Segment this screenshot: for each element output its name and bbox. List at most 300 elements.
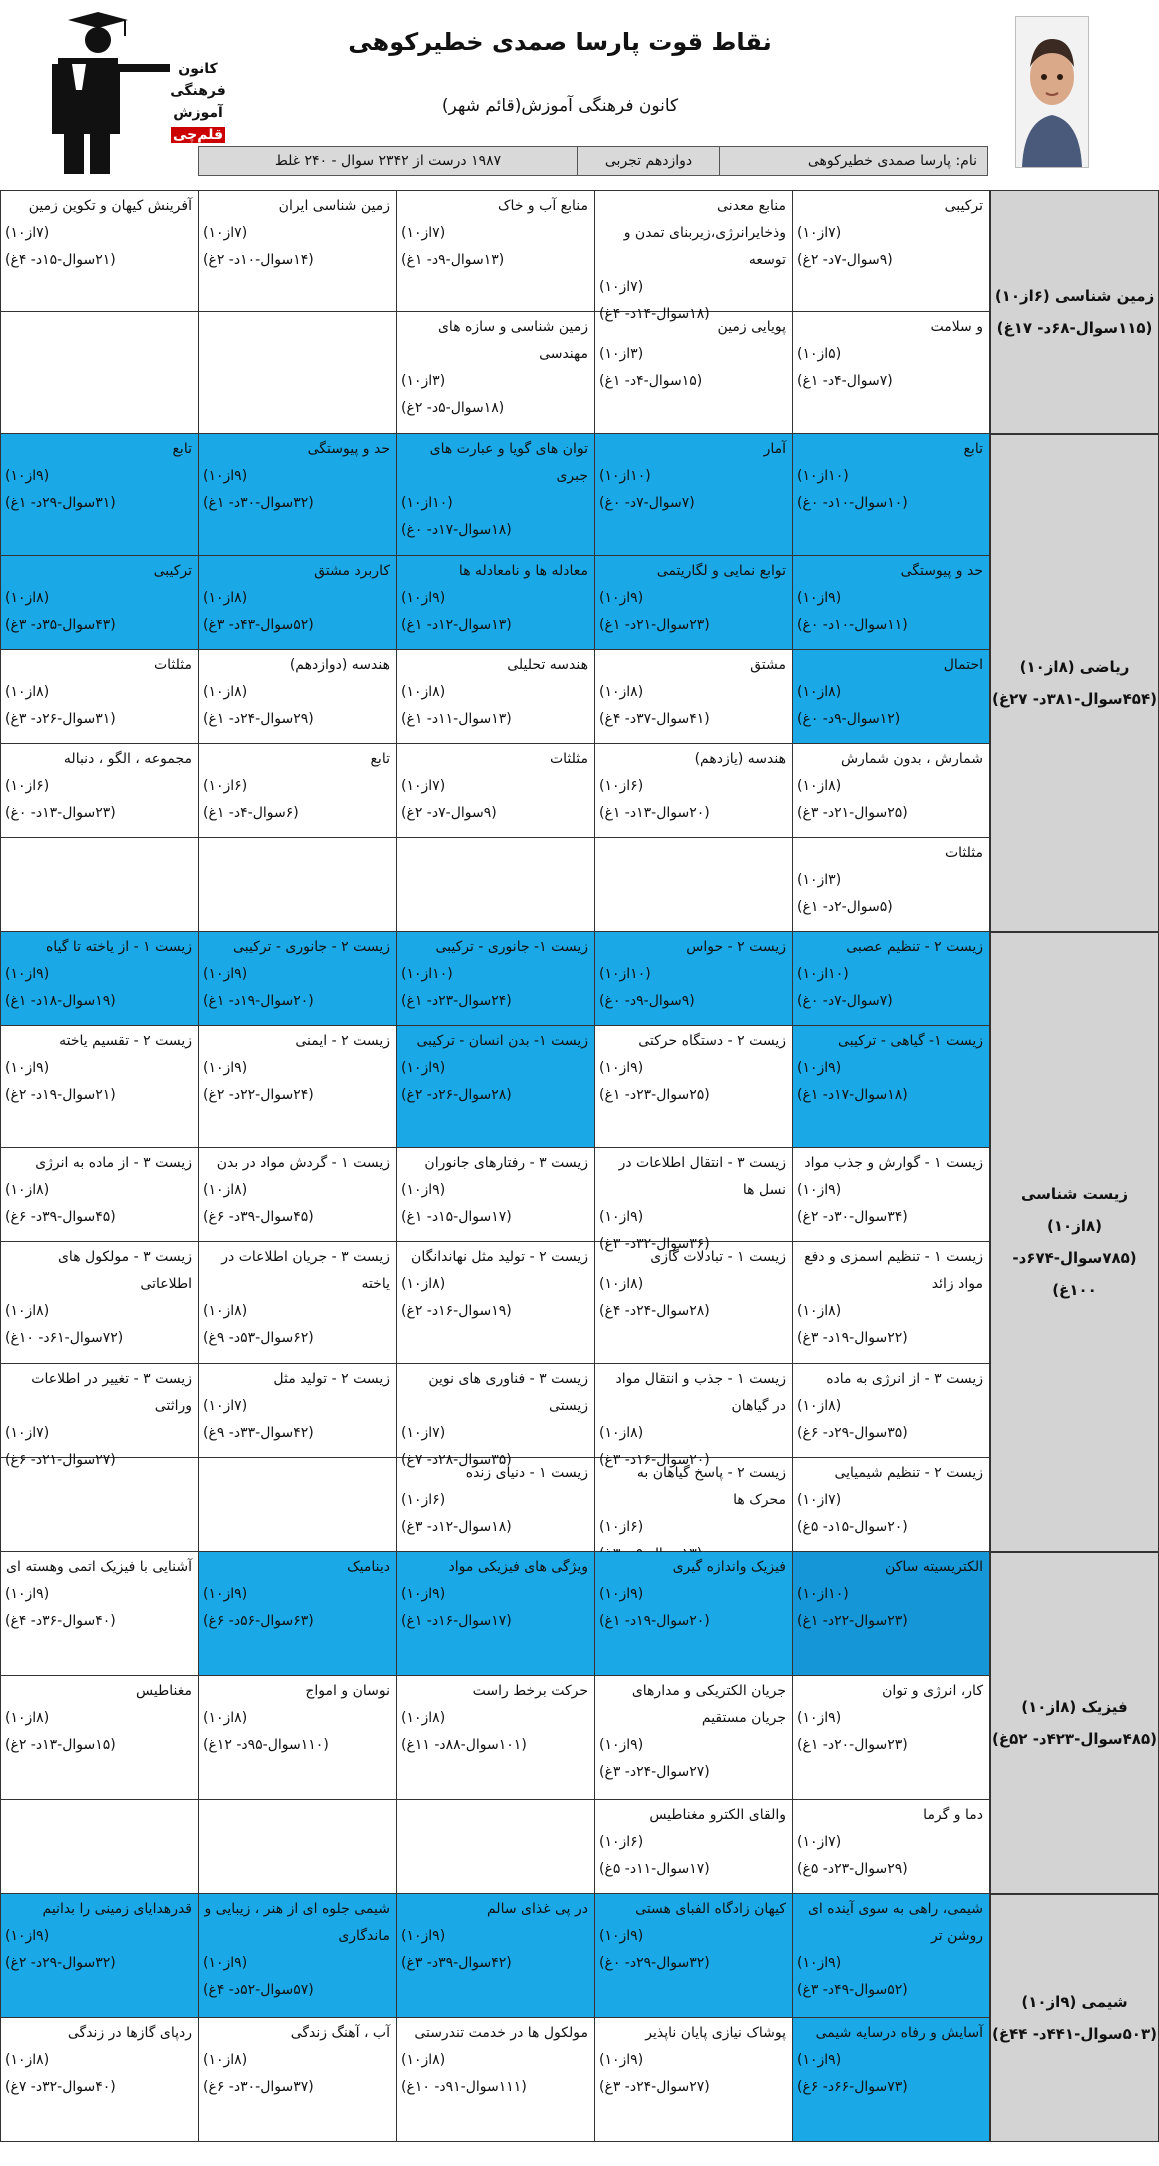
subject-stats: (۱۱۵سوال-۶۸د- ۱۷غ) [996, 319, 1153, 337]
topic-cell [792, 1026, 990, 1148]
topic-cell [0, 434, 198, 556]
topic-stats: (۲۷سوال-۲۱د- ۶غ) [5, 1452, 116, 1468]
topic-stats: (۱۸سوال-۱۲د- ۳غ) [401, 1519, 512, 1535]
topic-stats: (۱۷سوال-۱۱د- ۵غ) [599, 1861, 710, 1877]
topic-cell [198, 1894, 396, 2018]
topic-cell [594, 190, 792, 322]
topic-title: زیست ۲ - پاسخ گیاهان به محرک ها [636, 1465, 786, 1508]
topic-stats: (۲۴سوال-۲۳د- ۱غ) [401, 993, 512, 1009]
topic-title: پوشاک نیازی پایان ناپذیر [645, 2025, 786, 2041]
topic-title: منابع آب و خاک [498, 198, 588, 214]
topic-title: کار، انرژی و توان [882, 1683, 983, 1699]
topic-title: توان های گویا و عبارت های جبری [429, 441, 588, 484]
topic-stats: (۱۰سوال-۱۰د- ۰غ) [797, 495, 908, 511]
topic-cell [792, 2018, 990, 2142]
topic-cell [396, 1552, 594, 1676]
logo-line-2: فرهنگی [170, 83, 226, 99]
topic-title: ترکیبی [153, 563, 192, 579]
topic-stats: (۲۱سوال-۱۵د- ۴غ) [5, 252, 116, 268]
topic-title: الکتریسیته ساکن [885, 1559, 983, 1575]
topic-score: (۹از۱۰) [401, 1928, 446, 1944]
topic-stats: (۲۰سوال-۱۳د- ۱غ) [599, 805, 710, 821]
table-row [0, 1676, 990, 1800]
topic-title: زیست ۲ - دستگاه حرکتی [638, 1033, 786, 1049]
topic-title: ویژگی های فیزیکی مواد [448, 1559, 588, 1575]
topic-cell [594, 1242, 792, 1364]
topic-score: (۹از۱۰) [599, 1060, 644, 1076]
topic-stats: (۳۵سوال-۲۹د- ۶غ) [797, 1425, 908, 1441]
topic-stats: (۴۲سوال-۳۳د- ۹غ) [203, 1425, 314, 1441]
page-title: نقاط قوت پارسا صمدی خطیرکوهی [348, 28, 772, 56]
topic-title: زیست ۱ - از یاخته تا گیاه [45, 939, 192, 955]
topic-cell [792, 1800, 990, 1894]
subject-cell [990, 1894, 1159, 2142]
empty-cell [0, 1458, 198, 1552]
topic-cell [792, 312, 990, 434]
topic-score: (۶از۱۰) [599, 1519, 644, 1535]
table-row [0, 556, 990, 650]
topic-title: زیست ۳ - فناوری های نوین زیستی [428, 1371, 588, 1414]
topic-cell [198, 1364, 396, 1458]
topic-title: دینامیک [347, 1559, 390, 1575]
topic-cell [0, 1364, 198, 1468]
topic-cell [594, 434, 792, 556]
topic-title: زیست ۱- گیاهی - ترکیبی [838, 1033, 983, 1049]
topic-title: زیست ۲ - تولید مثل نهاندانگان [411, 1249, 588, 1265]
topic-title: زیست ۲ - تقسیم یاخته [59, 1033, 192, 1049]
topic-title: مشتق [750, 657, 786, 673]
topic-cell [594, 1552, 792, 1676]
topic-cell [396, 1364, 594, 1468]
topic-stats: (۲۰سوال-۱۵د- ۵غ) [797, 1519, 908, 1535]
topic-score: (۸از۱۰) [5, 2052, 50, 2068]
topic-stats: (۶۳سوال-۵۶د- ۶غ) [203, 1613, 314, 1629]
topic-score: (۷از۱۰) [599, 279, 644, 295]
topic-score: (۱۰از۱۰) [401, 495, 453, 511]
topic-score: (۶از۱۰) [401, 1492, 446, 1508]
topic-cell [198, 556, 396, 650]
topic-title: شمارش ، بدون شمارش [840, 751, 983, 767]
topic-title: زیست ۳ - از ماده به انرژی [35, 1155, 192, 1171]
topic-title: در پی غذای سالم [486, 1901, 588, 1917]
student-name: نام: پارسا صمدی خطیرکوهی [719, 147, 987, 175]
topic-cell [594, 1676, 792, 1800]
topic-cell [396, 2018, 594, 2142]
topic-stats: (۵سوال-۲د- ۱غ) [797, 899, 893, 915]
topic-title: تابع [963, 441, 983, 457]
subject-cell [990, 1552, 1159, 1894]
subject-stats: (۴۸۵سوال-۴۲۳د- ۵۲غ) [992, 1730, 1157, 1748]
topic-stats: (۴۰سوال-۳۲د- ۷غ) [5, 2079, 116, 2095]
topic-cell [396, 556, 594, 650]
topic-score: (۸از۱۰) [5, 1303, 50, 1319]
topic-title: کیهان زادگاه الفبای هستی [635, 1901, 786, 1917]
topic-cell [198, 650, 396, 744]
topic-stats: (۱۵سوال-۴د- ۱غ) [599, 373, 703, 389]
topic-score: (۱۰از۱۰) [797, 468, 849, 484]
topic-cell [0, 556, 198, 650]
topic-cell [396, 190, 594, 312]
topic-title: هندسه (یازدهم) [694, 751, 786, 767]
topic-title: توابع نمایی و لگاریتمی [656, 563, 786, 579]
topic-cell [594, 1148, 792, 1252]
topic-score: (۸از۱۰) [599, 1425, 644, 1441]
topic-score: (۸از۱۰) [5, 1710, 50, 1726]
topic-stats: (۳۲سوال-۳۰د- ۱غ) [203, 495, 314, 511]
topic-score: (۱۰از۱۰) [797, 966, 849, 982]
topic-cell [792, 190, 990, 312]
topic-cell [792, 1242, 990, 1364]
topic-score: (۹از۱۰) [599, 590, 644, 606]
topic-stats: (۳۷سوال-۳۰د- ۶غ) [203, 2079, 314, 2095]
topic-cell [792, 932, 990, 1026]
subject-name: شیمی (۹از۱۰) [1021, 1993, 1128, 2011]
topic-score: (۸از۱۰) [401, 684, 446, 700]
topic-cell [0, 2018, 198, 2142]
topic-stats: (۷۲سوال-۶۱د- ۱۰غ) [5, 1330, 124, 1346]
topic-stats: (۱۱۱سوال-۹۱د- ۱۰غ) [401, 2079, 527, 2095]
topic-score: (۹از۱۰) [797, 1060, 842, 1076]
topic-cell [0, 1242, 198, 1364]
topic-stats: (۵۲سوال-۴۳د- ۳غ) [203, 617, 314, 633]
topic-title: زیست ۲ - ایمنی [295, 1033, 390, 1049]
topic-stats: (۱۸سوال-۱۷د- ۰غ) [401, 522, 512, 538]
topic-cell [396, 1676, 594, 1800]
topic-title: قدرهدایای زمینی را بدانیم [42, 1901, 192, 1917]
topic-title: حد و پیوستگی [307, 441, 390, 457]
logo-line-3: آموزش [173, 105, 223, 121]
topic-cell [396, 1026, 594, 1148]
topic-stats: (۶۲سوال-۵۳د- ۹غ) [203, 1330, 314, 1346]
topic-score: (۳از۱۰) [401, 373, 446, 389]
topic-stats: (۲۳سوال-۱۳د- ۰غ) [5, 805, 116, 821]
topic-stats: (۱۵سوال-۱۳د- ۲غ) [5, 1737, 116, 1753]
topic-score: (۹از۱۰) [599, 1737, 644, 1753]
topic-title: هندسه تحلیلی [507, 657, 588, 673]
topic-title: والقای الکترو مغناطیس [649, 1807, 786, 1823]
topic-stats: (۳۲سوال-۲۹د- ۰غ) [599, 1955, 710, 1971]
topic-score: (۶از۱۰) [5, 778, 50, 794]
topic-stats: (۵۲سوال-۴۹د- ۳غ) [797, 1982, 908, 1998]
topic-title: زیست ۳ - جریان اطلاعات در یاخته [221, 1249, 390, 1292]
topic-score: (۷از۱۰) [401, 1425, 446, 1441]
topic-cell [198, 932, 396, 1026]
topic-cell [792, 1676, 990, 1800]
topic-stats: (۲۰سوال-۱۶د- ۳غ) [599, 1452, 710, 1468]
topic-score: (۶از۱۰) [599, 1834, 644, 1850]
table-row [0, 1894, 990, 2018]
topic-score: (۸از۱۰) [797, 1398, 842, 1414]
topic-cell [396, 1894, 594, 2018]
topic-score: (۸از۱۰) [203, 2052, 248, 2068]
topic-title: آفرینش کیهان و تکوین زمین [28, 198, 192, 214]
topic-score: (۷از۱۰) [5, 225, 50, 241]
topic-title: زیست ۱ - جذب و انتقال مواد در گیاهان [615, 1371, 786, 1414]
topic-stats: (۲۳سوال-۲۱د- ۱غ) [599, 617, 710, 633]
topic-title: حد و پیوستگی [900, 563, 983, 579]
topic-cell [594, 744, 792, 838]
topic-title: زیست ۱ - گوارش و جذب مواد [804, 1155, 983, 1171]
topic-stats: (۴۳سوال-۳۵د- ۳غ) [5, 617, 116, 633]
topic-stats: (۲۳سوال-۲۰د- ۱غ) [797, 1737, 908, 1753]
topic-title: زیست ۱- جانوری - ترکیبی [435, 939, 588, 955]
empty-cell [198, 312, 396, 434]
topic-stats: (۴۵سوال-۳۹د- ۶غ) [5, 1209, 116, 1225]
topic-title: زیست ۲ - جانوری - ترکیبی [233, 939, 390, 955]
topic-score: (۷از۱۰) [203, 225, 248, 241]
graduate-logo-icon [50, 10, 175, 178]
topic-title: آب ، آهنگ زندگی [290, 2025, 390, 2041]
topic-stats: (۱۹سوال-۱۸د- ۱غ) [5, 993, 116, 1009]
topic-score: (۱۰از۱۰) [599, 468, 651, 484]
topic-cell [396, 1458, 594, 1552]
topic-stats: (۱۳سوال-۱۲د- ۱غ) [401, 617, 512, 633]
topic-title: آشنایی با فیزیک اتمی وهسته ای [6, 1559, 192, 1575]
student-photo [1015, 16, 1089, 168]
topic-title: مولکول ها در خدمت تندرستی [414, 2025, 588, 2041]
topic-cell [594, 1800, 792, 1894]
table-row [0, 1800, 990, 1894]
topic-score: (۸از۱۰) [401, 2052, 446, 2068]
topic-score: (۸از۱۰) [203, 1303, 248, 1319]
topic-stats: (۳۶سوال-۳۲د- ۳غ) [599, 1236, 710, 1252]
empty-cell [198, 838, 396, 932]
topic-cell [792, 1364, 990, 1458]
topic-score: (۸از۱۰) [203, 1182, 248, 1198]
topic-score: (۶از۱۰) [203, 778, 248, 794]
topic-stats: (۲۱سوال-۱۹د- ۲غ) [5, 1087, 116, 1103]
topic-title: زیست ۲ - تولید مثل [273, 1371, 390, 1387]
topic-score: (۹از۱۰) [401, 590, 446, 606]
topic-title: زیست ۳ - انتقال اطلاعات در نسل ها [618, 1155, 786, 1198]
topic-title: مغناطیس [136, 1683, 192, 1699]
empty-cell [0, 1800, 198, 1894]
topic-stats: (۴۰سوال-۳۶د- ۴غ) [5, 1613, 116, 1629]
topic-cell [0, 744, 198, 838]
topic-stats: (۹سوال-۷د- ۲غ) [401, 805, 497, 821]
subject-cell [990, 434, 1159, 932]
topic-cell [0, 650, 198, 744]
subject-stats: (۴۵۴سوال-۳۸۱د- ۲۷غ) [992, 690, 1157, 708]
topic-cell [792, 744, 990, 838]
topic-score: (۶از۱۰) [599, 778, 644, 794]
topic-stats: (۷سوال-۷د- ۰غ) [797, 993, 893, 1009]
topic-score: (۸از۱۰) [5, 684, 50, 700]
topic-stats: (۱۷سوال-۱۶د- ۱غ) [401, 1613, 512, 1629]
student-grade: دوازدهم تجربی [577, 147, 719, 175]
topic-score: (۸از۱۰) [5, 1182, 50, 1198]
topic-title: زیست ۳ - از انرژی به ماده [826, 1371, 983, 1387]
topic-title: جریان الکتریکی و مدارهای جریان مستقیم [631, 1683, 786, 1726]
topic-stats: (۱۳سوال-۱۱د- ۱غ) [401, 711, 512, 727]
topic-title: شیمی، راهی به سوی آینده ای روشن تر [807, 1901, 983, 1944]
topic-title: زیست ۱ - تنظیم اسمزی و دفع مواد زائد [804, 1249, 983, 1292]
topic-stats: (۷۳سوال-۶۶د- ۶غ) [797, 2079, 908, 2095]
topic-score: (۷از۱۰) [401, 225, 446, 241]
topic-score: (۹از۱۰) [401, 1060, 446, 1076]
topic-score: (۳از۱۰) [599, 346, 644, 362]
topic-title: کاربرد مشتق [314, 563, 390, 579]
topic-stats: (۱۰۱سوال-۸۸د- ۱۱غ) [401, 1737, 527, 1753]
topic-stats: (۲۴سوال-۲۲د- ۲غ) [203, 1087, 314, 1103]
topic-stats: (۲۸سوال-۲۴د- ۴غ) [599, 1303, 710, 1319]
topic-title: و سلامت [930, 319, 983, 335]
topic-title: احتمال [943, 657, 983, 673]
topic-score: (۸از۱۰) [5, 590, 50, 606]
topic-score: (۸از۱۰) [401, 1710, 446, 1726]
topic-score: (۹از۱۰) [797, 1182, 842, 1198]
topic-title: زیست ۳ - رفتارهای جانوران [424, 1155, 588, 1171]
topic-title: ترکیبی [944, 198, 983, 214]
topic-title: زیست ۲ - حواس [686, 939, 786, 955]
student-info-bar [198, 146, 988, 176]
topic-title: زیست ۳ - مولکول های اطلاعاتی [57, 1249, 192, 1292]
subject-cell [990, 932, 1159, 1552]
topic-cell [594, 312, 792, 434]
topic-stats: (۲۰سوال-۱۹د- ۱غ) [599, 1613, 710, 1629]
empty-cell [198, 1458, 396, 1552]
logo-line-1: کانون [178, 61, 218, 77]
topic-cell [594, 1458, 792, 1552]
topic-title: مثلثات [944, 845, 983, 861]
topic-cell [0, 1552, 198, 1676]
topic-title: فیزیک واندازه گیری [672, 1559, 786, 1575]
topic-score: (۵از۱۰) [797, 346, 842, 362]
topic-cell [396, 434, 594, 556]
topic-title: پویایی زمین [717, 319, 786, 335]
empty-cell [396, 1800, 594, 1894]
topic-score: (۹از۱۰) [599, 1928, 644, 1944]
topic-score: (۸از۱۰) [203, 684, 248, 700]
subject-name: زمین شناسی (۶از۱۰) [994, 287, 1155, 305]
topic-stats: (۳۴سوال-۳۰د- ۲غ) [797, 1209, 908, 1225]
topic-cell [198, 1552, 396, 1676]
topic-score: (۹از۱۰) [599, 1586, 644, 1602]
topic-stats: (۳۵سوال-۲۸د- ۷غ) [401, 1452, 512, 1468]
topic-score: (۹از۱۰) [203, 1586, 248, 1602]
topic-score: (۸از۱۰) [797, 684, 842, 700]
topic-title: تابع [172, 441, 192, 457]
topic-stats: (۲۵سوال-۲۱د- ۳غ) [797, 805, 908, 821]
topic-title: زیست ۱ - دنیای زنده [465, 1465, 588, 1481]
topic-cell [594, 556, 792, 650]
topic-cell [594, 932, 792, 1026]
topic-title: حرکت برخط راست [472, 1683, 588, 1699]
topic-cell [396, 932, 594, 1026]
topic-stats: (۲۸سوال-۲۶د- ۲غ) [401, 1087, 512, 1103]
topic-cell [396, 744, 594, 838]
score-summary: ۱۹۸۷ درست از ۲۳۴۲ سوال - ۲۴۰ غلط [274, 153, 502, 169]
topic-cell [792, 650, 990, 744]
table-row [0, 1148, 990, 1252]
topic-score: (۹از۱۰) [797, 1955, 842, 1971]
topic-title: زیست ۲ - تنظیم شیمیایی [834, 1465, 983, 1481]
topic-score: (۹از۱۰) [599, 2052, 644, 2068]
subject-cell [990, 190, 1159, 434]
institute-name: کانون فرهنگی آموزش(قائم شهر) [441, 96, 679, 116]
topic-cell [198, 744, 396, 838]
topic-cell [198, 190, 396, 312]
topic-cell [198, 1026, 396, 1148]
topic-stats: (۱۳سوال-۹د- ۱غ) [401, 252, 505, 268]
topic-title: آسایش و رفاه درسایه شیمی [815, 2025, 983, 2041]
topic-cell [594, 1894, 792, 2018]
topic-cell [0, 1676, 198, 1800]
topic-title: زیست ۱- بدن انسان - ترکیبی [416, 1033, 588, 1049]
table-row [0, 312, 990, 434]
topic-score: (۷از۱۰) [401, 778, 446, 794]
topic-title: هندسه (دوازدهم) [289, 657, 390, 673]
subject-name: ریاضی (۸از۱۰) [1019, 658, 1130, 676]
topic-cell [792, 1148, 990, 1242]
topic-score: (۹از۱۰) [203, 1955, 248, 1971]
topic-stats: (۲۵سوال-۲۳د- ۱غ) [599, 1087, 710, 1103]
topic-stats: (۹سوال-۷د- ۲غ) [797, 252, 893, 268]
topic-stats: (۳۱سوال-۲۹د- ۱غ) [5, 495, 116, 511]
topic-stats: (۷سوال-۷د- ۰غ) [599, 495, 695, 511]
table-row [0, 650, 990, 744]
topic-stats: (۴۵سوال-۳۹د- ۶غ) [203, 1209, 314, 1225]
topic-cell [594, 1026, 792, 1148]
topic-cell [0, 190, 198, 312]
strengths-table [0, 190, 1159, 2166]
topic-score: (۹از۱۰) [401, 1586, 446, 1602]
topic-cell [792, 434, 990, 556]
topic-cell [594, 2018, 792, 2142]
empty-cell [198, 1800, 396, 1894]
topic-cell [0, 1894, 198, 2018]
topic-stats: (۱۸سوال-۱۴د- ۴غ) [599, 306, 710, 322]
topic-cell [396, 312, 594, 434]
topic-title: مجموعه ، الگو ، دنباله [63, 751, 192, 767]
topic-title: زیست ۱ - گردش مواد در بدن [216, 1155, 390, 1171]
topic-title: ردپای گازها در زندگی [67, 2025, 192, 2041]
topic-cell [198, 1676, 396, 1800]
topic-score: (۹از۱۰) [5, 966, 50, 982]
topic-stats: (۱۱سوال-۱۰د- ۰غ) [797, 617, 908, 633]
topic-cell [792, 838, 990, 932]
table-row [0, 190, 990, 322]
topic-cell [198, 1242, 396, 1364]
topic-cell [198, 434, 396, 556]
topic-score: (۹از۱۰) [5, 1586, 50, 1602]
topic-title: زیست ۳ - تغییر در اطلاعات وراثتی [31, 1371, 192, 1414]
topic-score: (۱۰از۱۰) [401, 966, 453, 982]
topic-stats: (۷سوال-۴د- ۱غ) [797, 373, 893, 389]
topic-score: (۷از۱۰) [5, 1425, 50, 1441]
topic-stats: (۲۹سوال-۲۴د- ۱غ) [203, 711, 314, 727]
table-row [0, 2018, 990, 2142]
topic-stats: (۱۱۰سوال-۹۵د- ۱۲غ) [203, 1737, 329, 1753]
topic-stats: (۵۷سوال-۵۲د- ۴غ) [203, 1982, 314, 1998]
topic-score: (۹از۱۰) [599, 1209, 644, 1225]
topic-title: زمین شناسی ایران [278, 198, 390, 214]
logo-line-4: قلم‌چی [172, 127, 224, 143]
topic-score: (۳از۱۰) [797, 872, 842, 888]
topic-title: منابع معدنی وذخایرانرژی،زیربنای تمدن و توسعه [623, 198, 786, 268]
topic-stats: (۳۱سوال-۲۶د- ۳غ) [5, 711, 116, 727]
topic-score: (۸از۱۰) [401, 1276, 446, 1292]
topic-score: (۸از۱۰) [797, 1303, 842, 1319]
topic-score: (۱۰از۱۰) [797, 1586, 849, 1602]
subject-stats: (۷۸۵سوال-۶۷۴د- ۱۰۰غ) [1012, 1249, 1137, 1299]
topic-stats: (۲۲سوال-۱۹د- ۳غ) [797, 1330, 908, 1346]
topic-stats: (۱۷سوال-۱۵د- ۱غ) [401, 1209, 512, 1225]
topic-score: (۱۰از۱۰) [599, 966, 651, 982]
empty-cell [0, 838, 198, 932]
table-row [0, 1026, 990, 1148]
topic-score: (۹از۱۰) [5, 1060, 50, 1076]
